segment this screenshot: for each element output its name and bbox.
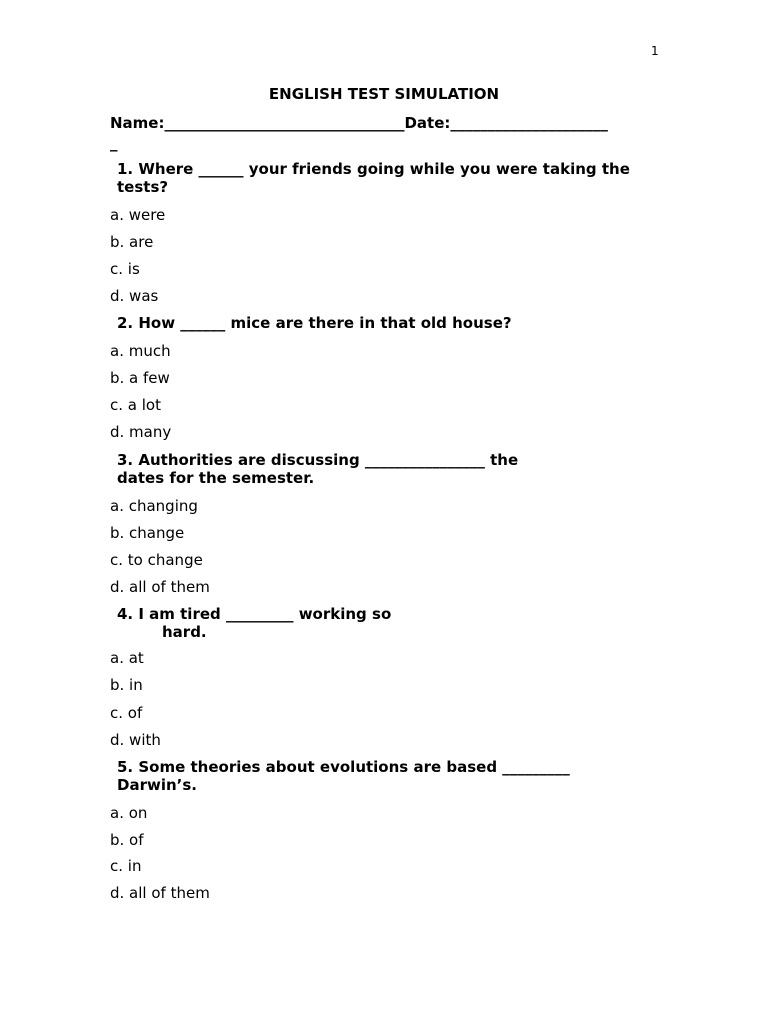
question-5 [117, 758, 570, 794]
question-2-option-c: c. a lot [110, 396, 161, 414]
page-title: ENGLISH TEST SIMULATION [268, 85, 500, 103]
question-5-line-1: 5. Some theories about evolutions are based _________ [117, 758, 570, 776]
question-4-option-d: d. with [110, 731, 161, 749]
question-3-line-1: 3. Authorities are discussing ________________ the [117, 451, 519, 469]
page-number: 1 [651, 44, 659, 58]
question-4-option-c: c. of [110, 704, 143, 722]
question-5-option-d: d. all of them [110, 884, 210, 902]
question-4-line-2: hard. [162, 623, 207, 641]
question-5-option-a: a. on [110, 804, 148, 822]
name-date-line: Name:________________________________Date:_____________________ [110, 114, 608, 132]
question-2 [117, 314, 512, 332]
question-1-option-c: c. is [110, 260, 140, 278]
question-3-option-b: b. change [110, 524, 185, 542]
question-5-option-b: b. of [110, 831, 144, 849]
name-date-line-overflow: _ [110, 134, 118, 152]
question-2-option-a: a. much [110, 342, 171, 360]
question-4 [117, 605, 391, 641]
question-1-option-a: a. were [110, 206, 166, 224]
question-3-option-a: a. changing [110, 497, 198, 515]
question-2-line-1: 2. How ______ mice are there in that old house? [117, 314, 512, 332]
question-1-line-2: tests? [117, 178, 169, 196]
question-3-line-2: dates for the semester. [117, 469, 315, 487]
question-5-line-2: Darwin’s. [117, 776, 197, 794]
question-1-option-b: b. are [110, 233, 154, 251]
question-4-option-b: b. in [110, 676, 143, 694]
question-3-option-c: c. to change [110, 551, 203, 569]
question-5-option-c: c. in [110, 857, 142, 875]
question-4-line-1: 4. I am tired _________ working so [117, 605, 392, 623]
question-1-line-1: 1. Where ______ your friends going while you were taking the [117, 160, 630, 178]
question-1-option-d: d. was [110, 287, 159, 305]
question-3-option-d: d. all of them [110, 578, 210, 596]
question-1 [117, 160, 630, 196]
question-2-option-b: b. a few [110, 369, 170, 387]
question-3 [117, 451, 518, 487]
question-4-option-a: a. at [110, 649, 144, 667]
question-2-option-d: d. many [110, 423, 172, 441]
